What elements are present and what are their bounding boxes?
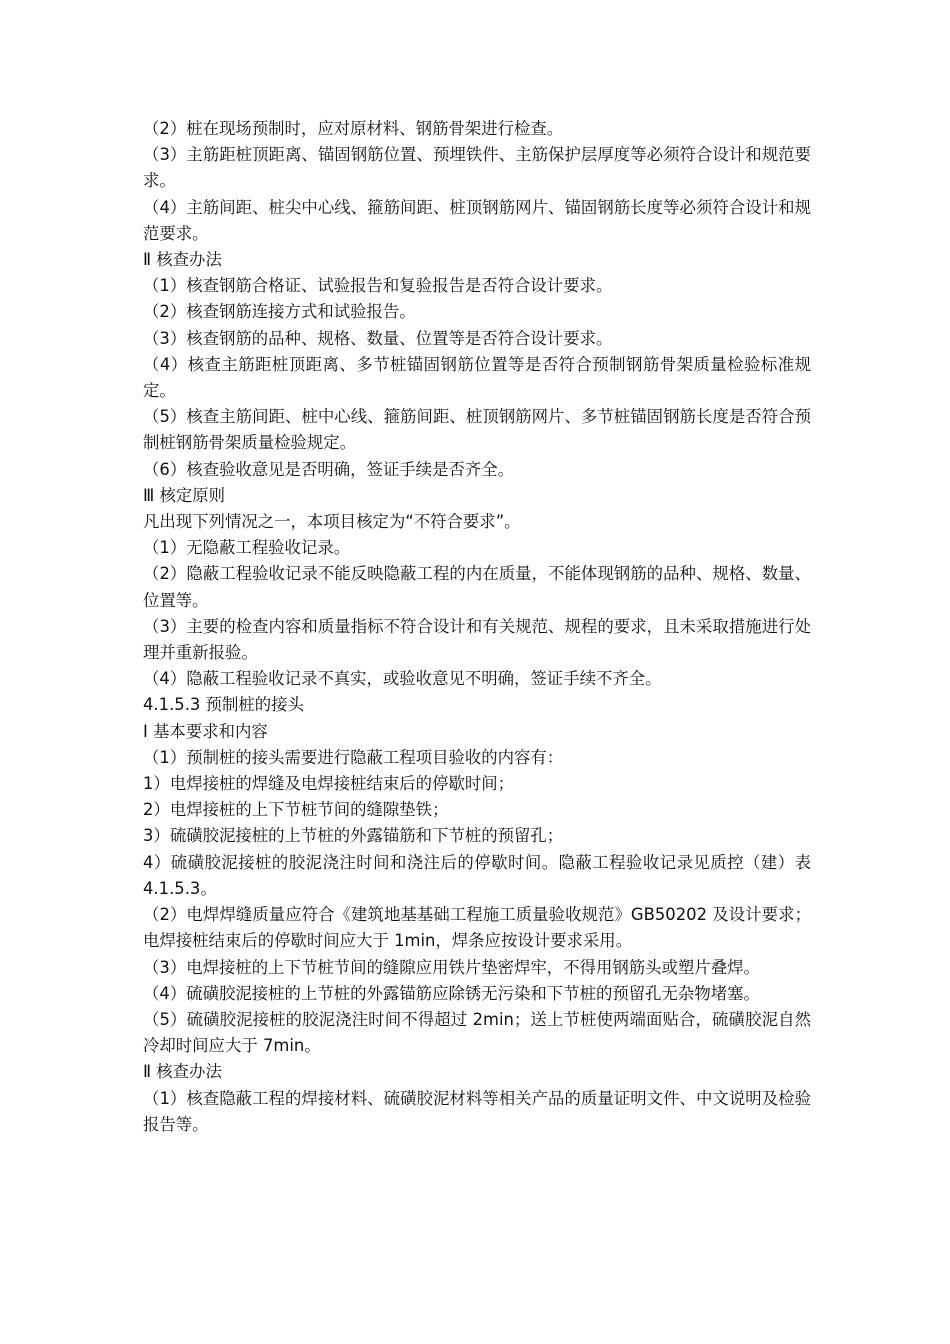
- list-item: 4）硫磺胶泥接桩的胶泥浇注时间和浇注后的停歇时间。隐蔽工程验收记录见质控（建）表 4.1.5.3。: [143, 852, 811, 898]
- paragraph: （2）核查钢筋连接方式和试验报告。: [143, 302, 416, 322]
- paragraph: （1）核查钢筋合格证、试验报告和复验报告是否符合设计要求。: [143, 276, 613, 296]
- paragraph: （1）核查隐蔽工程的焊接材料、硫磺胶泥材料等相关产品的质量证明文件、中文说明及检验报告等。: [143, 1088, 811, 1134]
- subsection-heading: 4.1.5.3 预制桩的接头: [143, 695, 304, 715]
- paragraph: （3）主要的检查内容和质量指标不符合设计和有关规范、规程的要求，且未采取措施进行处理并重新报验。: [143, 616, 811, 663]
- paragraph: （3）核查钢筋的品种、规格、数量、位置等是否符合设计要求。: [143, 328, 613, 348]
- section-heading: Ⅰ 基本要求和内容: [143, 721, 268, 741]
- section-heading: Ⅱ 核查办法: [143, 1062, 222, 1082]
- paragraph: （1）无隐蔽工程验收记录。: [143, 538, 351, 558]
- paragraph: （5）核查主筋间距、桩中心线、箍筋间距、桩顶钢筋网片、多节桩锚固钢筋长度是否符合预制桩钢筋骨架质量检验规定。: [143, 407, 811, 453]
- section-heading: Ⅲ 核定原则: [143, 485, 226, 505]
- paragraph: 凡出现下列情况之一，本项目核定为“不符合要求”。: [143, 512, 521, 532]
- section-heading: Ⅱ 核查办法: [143, 250, 222, 270]
- paragraph: （4）隐蔽工程验收记录不真实，或验收意见不明确，签证手续不齐全。: [143, 669, 662, 689]
- paragraph: （4）主筋间距、桩尖中心线、箍筋间距、桩顶钢筋网片、锚固钢筋长度等必须符合设计和规范要求。: [143, 197, 811, 243]
- list-item: 2）电焊接桩的上下节桩节间的缝隙垫铁；: [143, 800, 449, 820]
- paragraph: （3）主筋距桩顶距离、锚固钢筋位置、预埋铁件、主筋保护层厚度等必须符合设计和规范要求。: [143, 145, 811, 191]
- paragraph: （5）硫磺胶泥接桩的胶泥浇注时间不得超过 2min；送上节桩使两端面贴合，硫磺胶泥自然冷却时间应大于 7min。: [143, 1009, 811, 1056]
- paragraph: （6）核查验收意见是否明确，签证手续是否齐全。: [143, 459, 515, 479]
- document-body: [143, 116, 811, 1138]
- list-item: 3）硫磺胶泥接桩的上节桩的外露锚筋和下节桩的预留孔；: [143, 826, 564, 846]
- paragraph: （2）隐蔽工程验收记录不能反映隐蔽工程的内在质量，不能体现钢筋的品种、规格、数量、位置等。: [143, 564, 811, 610]
- paragraph: （4）核查主筋距桩顶距离、多节桩锚固钢筋位置等是否符合预制钢筋骨架质量检验标准规定。: [143, 354, 811, 401]
- paragraph: （4）硫磺胶泥接桩的上节桩的外露锚筋应除锈无污染和下节桩的预留孔无杂物堵塞。: [143, 983, 760, 1003]
- paragraph: （2）电焊焊缝质量应符合《建筑地基基础工程施工质量验收规范》GB50202 及设计要求；电焊接桩结束后的停歇时间应大于 1min，焊条应按设计要求采用。: [143, 905, 811, 951]
- paragraph: （1）预制桩的接头需要进行隐蔽工程项目验收的内容有：: [143, 747, 564, 767]
- paragraph: （3）电焊接桩的上下节桩节间的缝隙应用铁片垫密焊牢，不得用钢筋头或塑片叠焊。: [143, 957, 760, 977]
- paragraph: （2）桩在现场预制时，应对原材料、钢筋骨架进行检查。: [143, 119, 564, 138]
- list-item: 1）电焊接桩的焊缝及电焊接桩结束后的停歇时间；: [143, 774, 515, 794]
